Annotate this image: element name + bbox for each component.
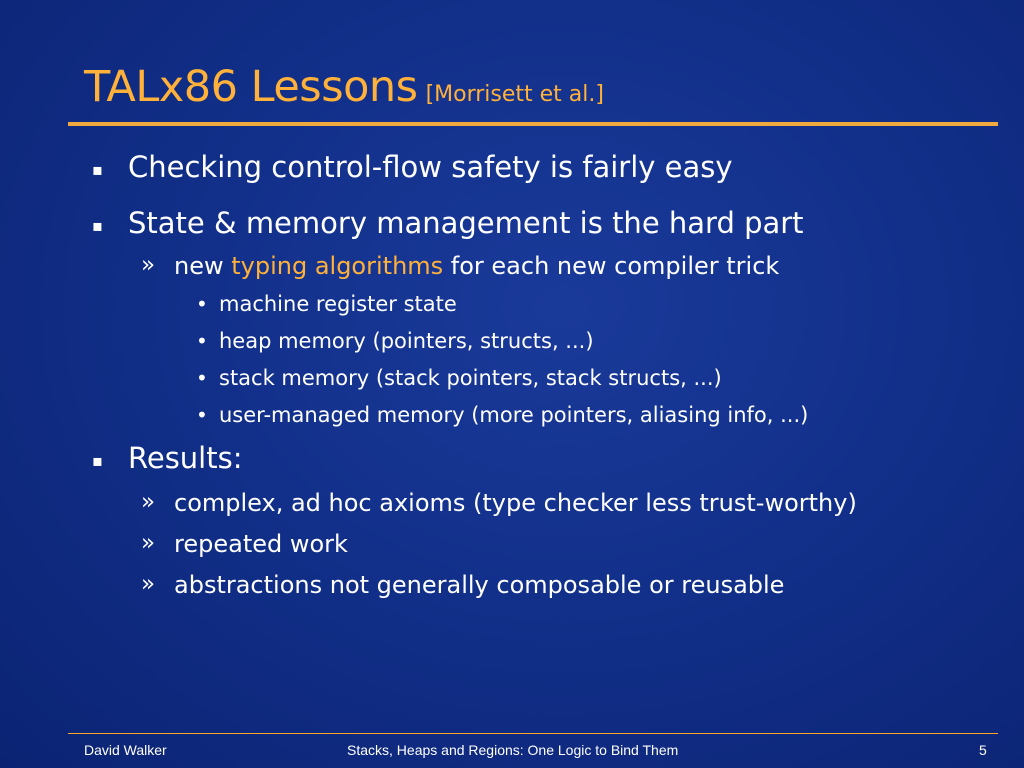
square-bullet-icon: ▪ — [92, 216, 103, 235]
sub-sub-bullet-text: machine register state — [219, 292, 457, 316]
bullet-text: Checking control-flow safety is fairly easy — [128, 150, 733, 184]
title-main: TALx86 Lessons — [84, 62, 418, 112]
footer-author: David Walker — [84, 742, 167, 758]
sub-sub-bullet-text: user-managed memory (more pointers, aliasing info, ...) — [219, 403, 809, 427]
sub-bullet-text: complex, ad hoc axioms (type checker less trust-worthy) — [174, 489, 857, 517]
footer-divider — [68, 733, 998, 734]
footer-talk-title: Stacks, Heaps and Regions: One Logic to Bind Them — [347, 742, 679, 758]
page-number: 5 — [979, 742, 987, 758]
sub-bullet-text: repeated work — [174, 530, 348, 558]
sub-bullet-text-post: for each new compiler trick — [443, 252, 780, 280]
dot-bullet-icon: • — [196, 366, 208, 390]
bullet-text: Results: — [128, 441, 243, 475]
slide-title — [84, 62, 604, 112]
dot-bullet-icon: • — [196, 329, 208, 353]
sub-bullet-text-pre: new — [174, 252, 232, 280]
double-chevron-bullet-icon: » — [141, 489, 156, 515]
double-chevron-bullet-icon: » — [141, 571, 156, 597]
square-bullet-icon: ▪ — [92, 451, 103, 470]
double-chevron-bullet-icon: » — [141, 530, 156, 556]
highlighted-term: typing algorithms — [231, 252, 444, 280]
bullet-text: State & memory management is the hard part — [128, 206, 804, 240]
sub-sub-bullet-text: heap memory (pointers, structs, ...) — [219, 329, 594, 353]
square-bullet-icon: ▪ — [92, 160, 103, 179]
dot-bullet-icon: • — [196, 292, 208, 316]
dot-bullet-icon: • — [196, 403, 208, 427]
title-citation: [Morrisett et al.] — [425, 82, 604, 107]
title-divider — [68, 122, 998, 126]
double-chevron-bullet-icon: » — [141, 252, 156, 278]
sub-sub-bullet-text: stack memory (stack pointers, stack structs, ...) — [219, 366, 722, 390]
sub-bullet-text: abstractions not generally composable or reusable — [174, 571, 785, 599]
sub-bullet-text — [174, 252, 779, 280]
